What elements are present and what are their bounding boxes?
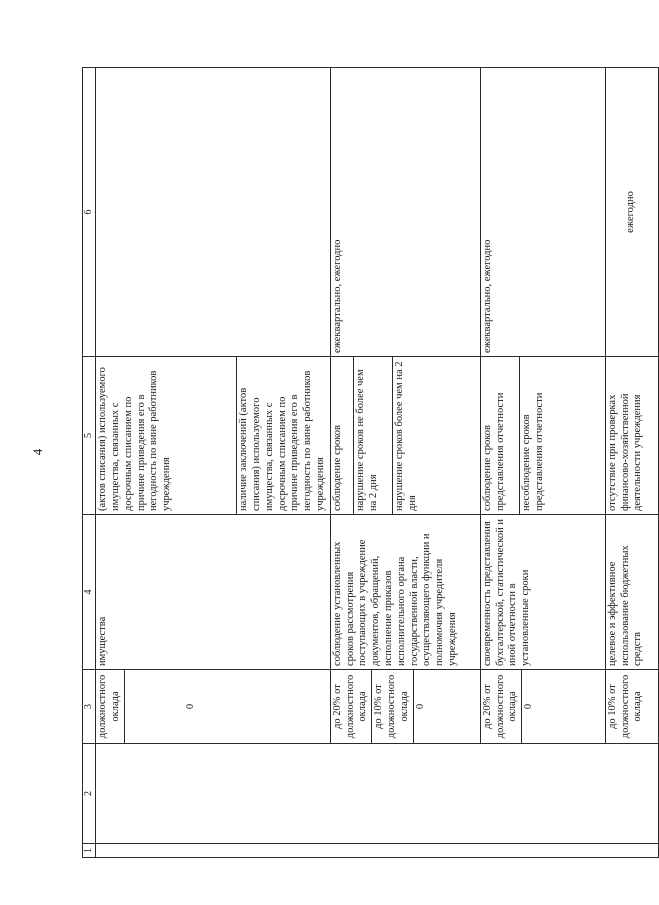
page-number: 4 <box>30 448 45 456</box>
col-number-4: 4 <box>83 515 96 670</box>
frequency-text: ежеквартально, ежегодно <box>481 239 493 353</box>
criteria-text: своевременность представления бухгалтерской, статистической и иной отчетности в установленные сроки <box>481 519 532 666</box>
table-row <box>480 68 605 858</box>
indicator-text: (актов списания) используемого имущества, связанных с досрочным списанием по причине приведения его в негодность по вине работников учреждения <box>97 367 173 511</box>
payment-amount: до 20% от должностного оклада <box>481 674 519 739</box>
col6-cell <box>605 68 658 357</box>
frequency-text: ежеквартально, ежегодно <box>331 239 343 353</box>
col4-cell <box>605 515 658 670</box>
col6-cell <box>330 68 480 357</box>
indicator-text: нарушение сроков более чем на 2 дня <box>392 357 421 514</box>
col2-cell <box>96 744 659 844</box>
col6-cell <box>96 68 331 357</box>
indicator-text: нарушение сроков не более чем на 2 дня <box>353 357 392 514</box>
table-row <box>330 68 480 858</box>
col4-cell <box>330 515 480 670</box>
rotated-table-container <box>82 68 644 858</box>
payment-amount: до 20% от должностного оклада <box>331 674 369 739</box>
col-number-5: 5 <box>83 357 96 515</box>
col3-cell <box>330 670 480 744</box>
indicator-text: несоблюдение сроков представления отчетности <box>519 357 548 514</box>
payment-amount: до 10% от должностного оклада <box>606 674 644 739</box>
col-number-1: 1 <box>83 844 96 858</box>
col5-cell <box>605 357 658 515</box>
col4-cell <box>480 515 605 670</box>
col-number-6: 6 <box>83 68 96 357</box>
col-number-3: 3 <box>83 670 96 744</box>
table-row <box>96 68 331 858</box>
column-number-row <box>83 68 96 858</box>
indicator-text: наличие заключений (актов списания) используемого имущества, связанных с досрочным списанием по причине приведения его в негодность по вине работников учреждения <box>236 357 329 514</box>
payment-amount: до 10% от должностного оклада <box>371 670 412 743</box>
payment-amount: должностного оклада <box>97 674 121 739</box>
criteria-text: целевое и эффективное использование бюджетных средств <box>606 545 644 666</box>
payment-amount: 0 <box>521 670 537 743</box>
indicator-text: отсутствие при проверках финансово-хозяйственной деятельности учреждения <box>606 393 644 511</box>
col5-cell <box>330 357 480 515</box>
table-row <box>605 68 658 858</box>
payment-amount: 0 <box>413 670 429 743</box>
col3-cell <box>605 670 658 744</box>
indicator-text: соблюдение сроков представления отчетности <box>481 392 506 511</box>
frequency-text: ежегодно <box>625 191 637 233</box>
col1-cell <box>96 844 659 858</box>
criteria-text: имущества <box>97 616 109 666</box>
col3-cell <box>96 670 331 744</box>
col6-cell <box>480 68 605 357</box>
col3-cell <box>480 670 605 744</box>
col4-cell <box>96 515 331 670</box>
payment-amount: 0 <box>124 670 199 743</box>
indicator-text: соблюдение сроков <box>331 424 343 511</box>
col5-cell <box>480 357 605 515</box>
criteria-table <box>82 67 659 858</box>
col5-cell <box>96 357 331 515</box>
criteria-text: соблюдение установленных сроков рассмотрения поступающих в учреждение документов, обращений, исполнение приказов исполнительного органа государственной власти, осуществляющего функции и полномочия учредителя учреждения <box>331 533 458 666</box>
col-number-2: 2 <box>83 744 96 844</box>
